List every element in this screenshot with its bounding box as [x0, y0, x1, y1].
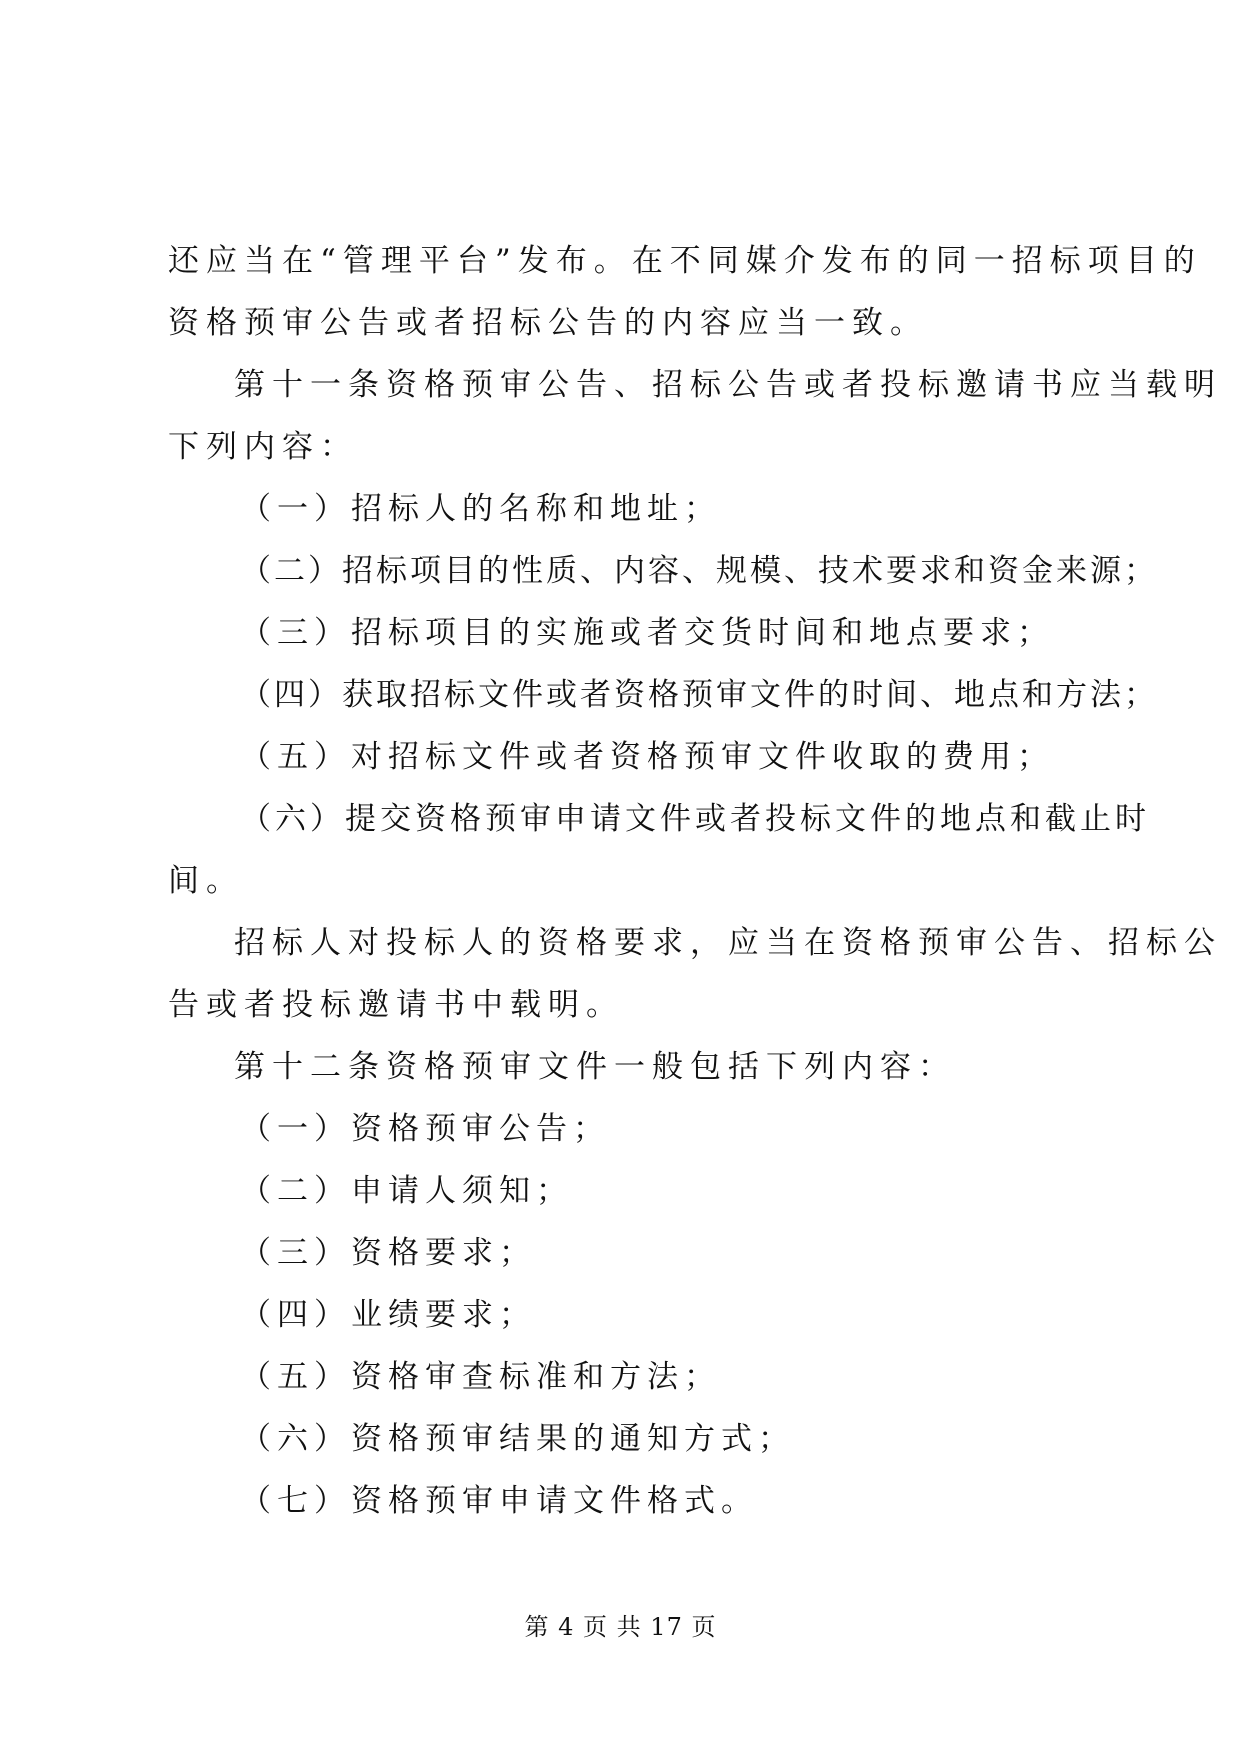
article-12-heading: 第十二条资格预审文件一般包括下列内容：	[234, 1049, 956, 1085]
article-11-heading: 第十一条资格预审公告、招标公告或者投标邀请书应当载明	[234, 367, 1222, 403]
list-item: （三）资格要求；	[240, 1235, 536, 1271]
list-item: （五）资格审查标准和方法；	[240, 1359, 721, 1395]
text-line: 资格预审公告或者招标公告的内容应当一致。	[168, 305, 928, 341]
text-line: 还应当在“管理平台”发布。在不同媒介发布的同一招标项目的	[168, 243, 1202, 279]
document-body	[168, 230, 1222, 1532]
list-item: （二）申请人须知；	[240, 1173, 573, 1209]
list-item: （二）招标项目的性质、内容、规模、技术要求和资金来源；	[240, 553, 1158, 589]
list-item: （五）对招标文件或者资格预审文件收取的费用；	[240, 739, 1054, 775]
list-item: （六）资格预审结果的通知方式；	[240, 1421, 795, 1457]
list-item: （一）招标人的名称和地址；	[240, 491, 721, 527]
paragraph-line: 招标人对投标人的资格要求，应当在资格预审公告、招标公	[234, 925, 1222, 961]
text-line: 间。	[168, 863, 244, 899]
list-item: （四）业绩要求；	[240, 1297, 536, 1333]
list-item: （六）提交资格预审申请文件或者投标文件的地点和截止时	[240, 801, 1150, 837]
text-line: 下列内容：	[168, 429, 358, 465]
list-item: （一）资格预审公告；	[240, 1111, 610, 1147]
list-item: （三）招标项目的实施或者交货时间和地点要求；	[240, 615, 1054, 651]
text-line: 告或者投标邀请书中载明。	[168, 987, 624, 1023]
page-number-footer: 第 4 页 共 17 页	[524, 1613, 717, 1641]
list-item: （七）资格预审申请文件格式。	[240, 1483, 758, 1519]
list-item: （四）获取招标文件或者资格预审文件的时间、地点和方法；	[240, 677, 1158, 713]
